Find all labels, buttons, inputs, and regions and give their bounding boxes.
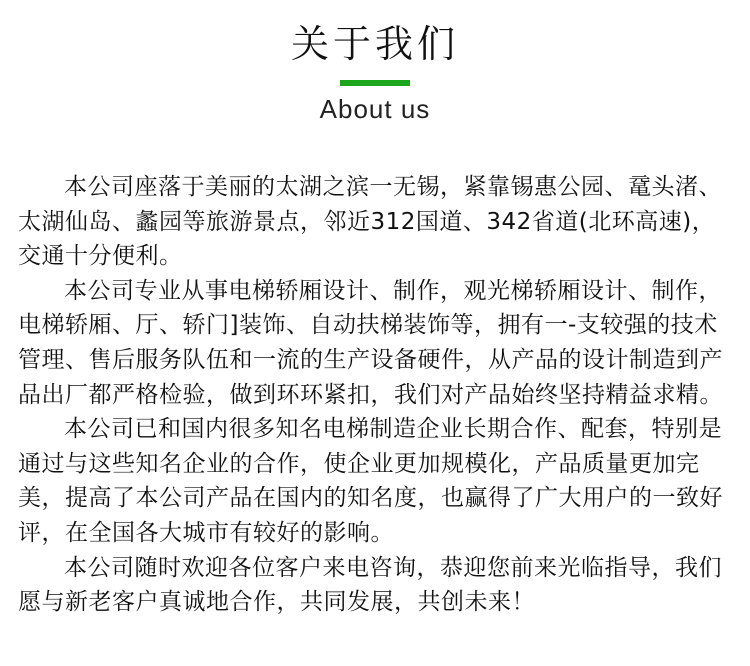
- page-header: [0, 18, 750, 124]
- about-paragraph-business: 本公司专业从事电梯轿厢设计、制作，观光梯轿厢设计、制作，电梯轿厢、厅、轿门]装饰、自动扶梯装饰等，拥有一-支较强的技术管理、售后服务队伍和一流的生产设备硬件，从产品的设计制造到产品出厂都严格检验，做到环环紧扣，我们对产品始终坚持精益求精。: [18, 277, 723, 408]
- about-paragraph-partners: 本公司已和国内很多知名电梯制造企业长期合作、配套，特别是通过与这些知名企业的合作，使企业更加规模化，产品质量更加完美，提高了本公司产品在国内的知名度，也赢得了广大用户的一致好评，在全国各大城市有较好的影响。: [18, 416, 723, 546]
- page-title: 关于我们: [290, 22, 459, 66]
- title-underline-divider: [340, 80, 410, 86]
- about-content: [18, 170, 734, 620]
- about-paragraph-welcome: 本公司随时欢迎各位客户来电咨询，恭迎您前来光临指导，我们愿与新老客户真诚地合作，共同发展，共创未来！: [18, 554, 722, 616]
- page-subtitle: About us: [319, 94, 431, 124]
- about-paragraph-location: 本公司座落于美丽的太湖之滨一无锡，紧靠锡惠公园、鼋头渚、太湖仙岛、蠡园等旅游景点，邻近312国道、342省道(北环高速)，交通十分便利。: [18, 174, 722, 270]
